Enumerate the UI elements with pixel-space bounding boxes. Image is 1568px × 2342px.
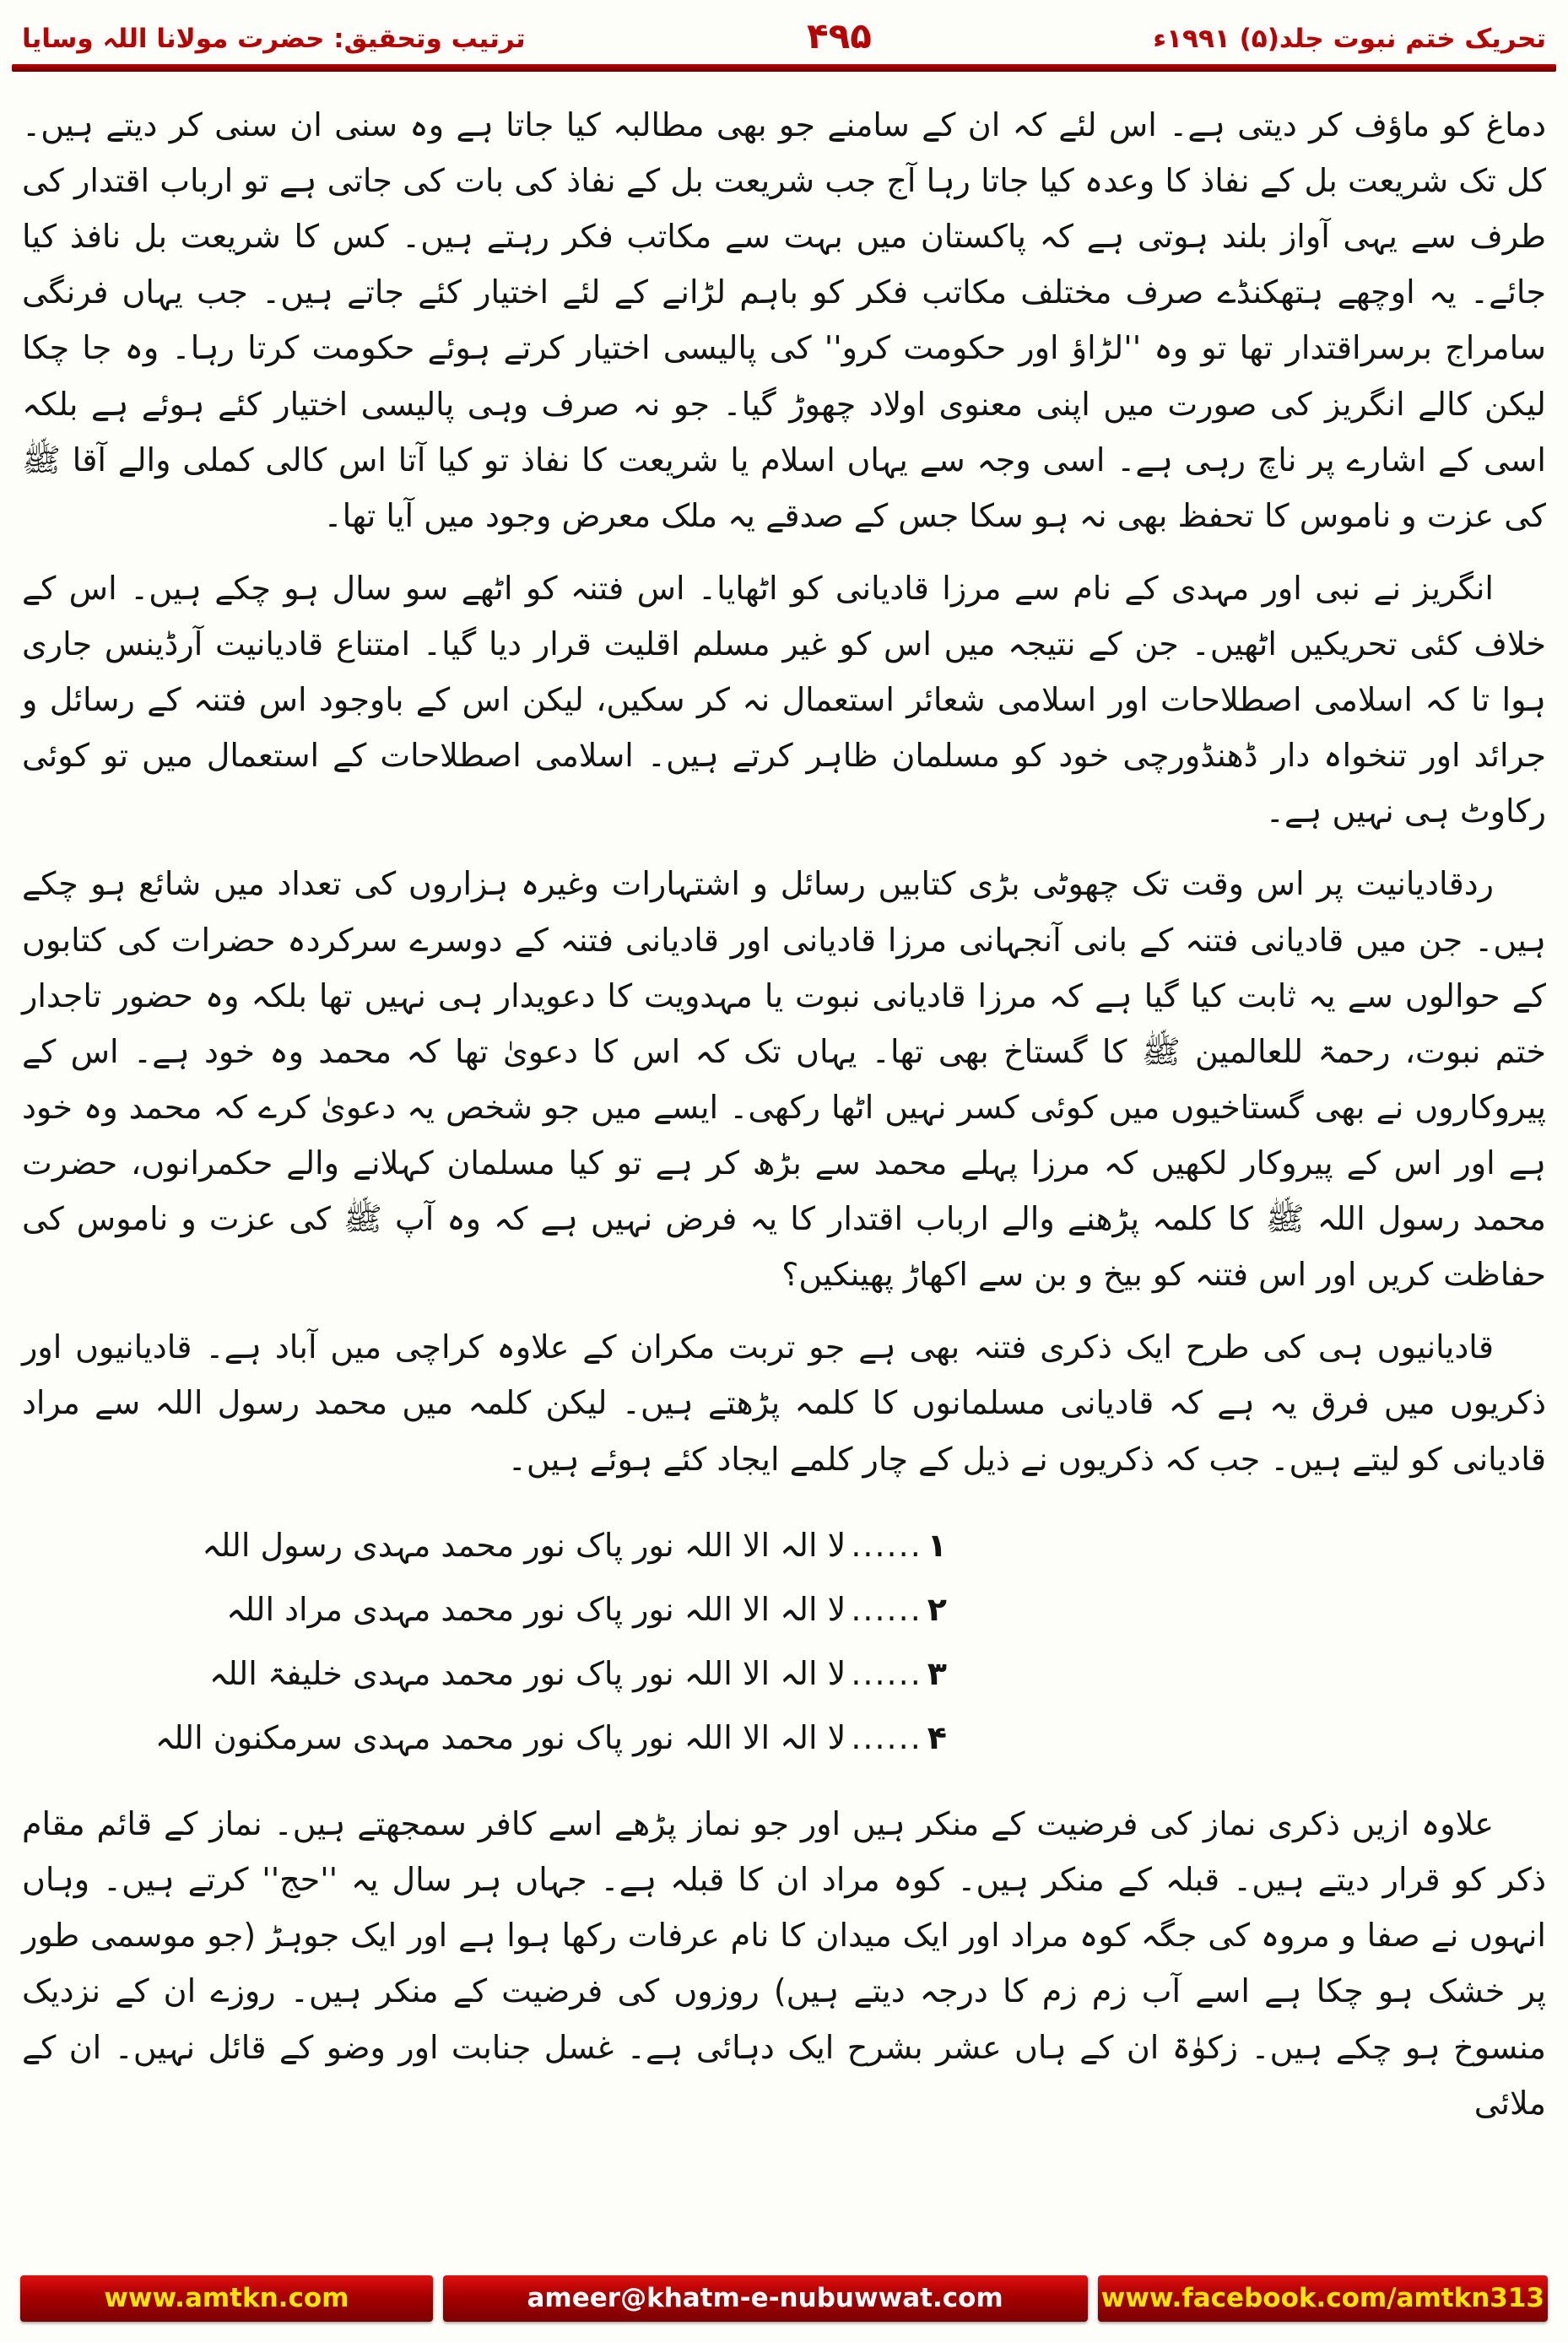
header-rule xyxy=(12,64,1556,72)
kalima-item xyxy=(22,1710,947,1766)
body-paragraph-5: علاوہ ازیں ذکری نماز کی فرضیت کے منکر ہیں اور جو نماز پڑھے اسے کافر سمجھتے ہیں۔ نماز کے قائم مقام ذکر کو قرار دیتے ہیں۔ قبلہ کے منکر ہیں۔ کوہ مراد ان کا قبلہ ہے۔ جہاں ہر سال یہ ''حج'' کرتے ہیں۔ وہاں انہوں نے صفا و مروہ کی جگہ کوہ مراد اور ایک میدان کا نام عرفات رکھا ہوا ہے اور ایک جوہڑ (جو موسمی طور پر خشک ہو چکا ہے اسے آب زم زم کا درجہ دیتے ہیں) روزوں کی فرضیت کے منکر ہیں۔ روزے ان کے نزدیک منسوخ ہو چکے ہیں۔ زکوٰۃ ان کے ہاں عشر بشرح ایک دہائی ہے۔ غسل جنابت اور وضو کے قائل نہیں۔ ان کے ملائی xyxy=(22,1805,1546,2122)
footer-website-link[interactable]: www.amtkn.com xyxy=(20,2275,433,2322)
header-book-title: تحریک ختم نبوت جلد(۵) ۱۹۹۱ء xyxy=(1153,24,1546,54)
kalima-item xyxy=(22,1517,947,1573)
kalima-item-dots: ...... xyxy=(851,1718,922,1756)
header-credit: ترتیب وتحقیق: حضرت مولانا اللہ وسایا xyxy=(22,24,526,54)
kalima-item xyxy=(22,1582,947,1637)
page-footer xyxy=(20,2275,1548,2322)
kalima-item-number: ۲ xyxy=(927,1590,947,1628)
page-number: ۴۹۵ xyxy=(807,15,872,57)
body-paragraph-4: قادیانیوں ہی کی طرح ایک ذکری فتنہ بھی ہے جو تربت مکران کے علاوہ کراچی میں آباد ہے۔ قادیانیوں اور ذکریوں میں فرق یہ ہے کہ قادیانی مسلمانوں کا کلمہ پڑھتے ہیں۔ لیکن کلمہ میں محمد رسول اللہ سے مراد قادیانی کو لیتے ہیں۔ جب کہ ذکریوں نے ذیل کے چار کلمے ایجاد کئے ہوئے ہیں۔ xyxy=(22,1328,1546,1478)
kalima-item-dots: ...... xyxy=(851,1654,922,1692)
kalima-item-number: ۱ xyxy=(927,1526,947,1564)
kalima-item-number: ۳ xyxy=(927,1654,947,1692)
kalima-item-dots: ...... xyxy=(851,1526,922,1564)
body-paragraph-1: دماغ کو ماؤف کر دیتی ہے۔ اس لئے کہ ان کے سامنے جو بھی مطالبہ کیا جاتا ہے وہ سنی ان سنی کر دیتے ہیں۔ کل تک شریعت بل کے نفاذ کا وعدہ کیا جاتا رہا آج جب شریعت بل کے نفاذ کی بات کی جاتی ہے تو ارباب اقتدار کی طرف سے یہی آواز بلند ہوتی ہے کہ پاکستان میں بہت سے مکاتب فکر رہتے ہیں۔ کس کا شریعت بل نافذ کیا جائے۔ یہ اوچھے ہتھکنڈے صرف مختلف مکاتب فکر کو باہم لڑانے کے لئے اختیار کئے جاتے ہیں۔ جب یہاں فرنگی سامراج برسراقتدار تھا تو وہ ''لڑاؤ اور حکومت کرو'' کی پالیسی اختیار کرتے ہوئے حکومت کرتا رہا۔ وہ جا چکا لیکن کالے انگریز کی صورت میں اپنی معنوی اولاد چھوڑ گیا۔ جو نہ صرف وہی پالیسی اختیار کئے ہوئے ہے بلکہ اسی کے اشارے پر ناچ رہی ہے۔ اسی وجہ سے یہاں اسلام یا شریعت کا نفاذ تو کیا آتا اس کالی کملی والے آقا ﷺ کی عزت و ناموس کا تحفظ بھی نہ ہو سکا جس کے صدقے یہ ملک معرض وجود میں آیا تھا۔ xyxy=(22,106,1546,534)
body-paragraph-3: ردقادیانیت پر اس وقت تک چھوٹی بڑی کتابیں رسائل و اشتہارات وغیرہ ہزاروں کی تعداد میں شائع ہو چکے ہیں۔ جن میں قادیانی فتنہ کے بانی آنجہانی مرزا قادیانی اور قادیانی فتنہ کے دوسرے سرکردہ حضرات کی کتابوں کے حوالوں سے یہ ثابت کیا گیا ہے کہ مرزا قادیانی نبوت یا مہدویت کا دعویدار ہی نہیں تھا بلکہ وہ حضور تاجدار ختم نبوت، رحمۃ للعالمین ﷺ کا گستاخ بھی تھا۔ یہاں تک کہ اس کا دعویٰ تھا کہ محمد وہ خود ہے۔ اس کے پیروکاروں نے بھی گستاخیوں میں کوئی کسر نہیں اٹھا رکھی۔ ایسے میں جو شخص یہ دعویٰ کرے کہ محمد وہ خود ہے اور اس کے پیروکار لکھیں کہ مرزا پہلے محمد سے بڑھ کر ہے تو کیا مسلمان کہلانے والے حکمرانوں، حضرت محمد رسول اللہ ﷺ کا کلمہ پڑھنے والے ارباب اقتدار کا یہ فرض نہیں ہے کہ وہ آپ ﷺ کی عزت و ناموس کی حفاظت کریں اور اس فتنہ کو بیخ و بن سے اکھاڑ پھینکیں؟ xyxy=(22,865,1546,1294)
kalima-item-number: ۴ xyxy=(927,1718,947,1756)
kalima-list xyxy=(22,1504,1546,1779)
kalima-item-text: لا الہ الا اللہ نور پاک نور محمد مہدی خلیفۃ اللہ xyxy=(208,1654,846,1692)
kalima-item-dots: ...... xyxy=(851,1590,922,1628)
page-body xyxy=(0,72,1568,2131)
kalima-item-text: لا الہ الا اللہ نور پاک نور محمد مہدی سرمکنون اللہ xyxy=(154,1718,846,1756)
kalima-item-text: لا الہ الا اللہ نور پاک نور محمد مہدی مراد اللہ xyxy=(226,1590,846,1628)
body-paragraph-2: انگریز نے نبی اور مہدی کے نام سے مرزا قادیانی کو اٹھایا۔ اس فتنہ کو اٹھے سو سال ہو چکے ہیں۔ اس کے خلاف کئی تحریکیں اٹھیں۔ جن کے نتیجہ میں اس کو غیر مسلم اقلیت قرار دیا گیا۔ امتناع قادیانیت آرڈینس جاری ہوا تا کہ اسلامی اصطلاحات اور اسلامی شعائر استعمال نہ کر سکیں، لیکن اس کے باوجود اس فتنہ کے رسائل و جرائد اور تنخواہ دار ڈھنڈورچی خود کو مسلمان ظاہر کرتے ہیں۔ اسلامی اصطلاحات کے استعمال میں تو کوئی رکاوٹ ہی نہیں ہے۔ xyxy=(22,569,1546,830)
page-header xyxy=(0,0,1568,61)
footer-facebook-link[interactable]: www.facebook.com/amtkn313 xyxy=(1098,2275,1548,2322)
footer-email-link[interactable]: ameer@khatm-e-nubuwwat.com xyxy=(443,2275,1088,2322)
kalima-item-text: لا الہ الا اللہ نور پاک نور محمد مہدی رسول اللہ xyxy=(202,1526,846,1564)
kalima-item xyxy=(22,1646,947,1701)
